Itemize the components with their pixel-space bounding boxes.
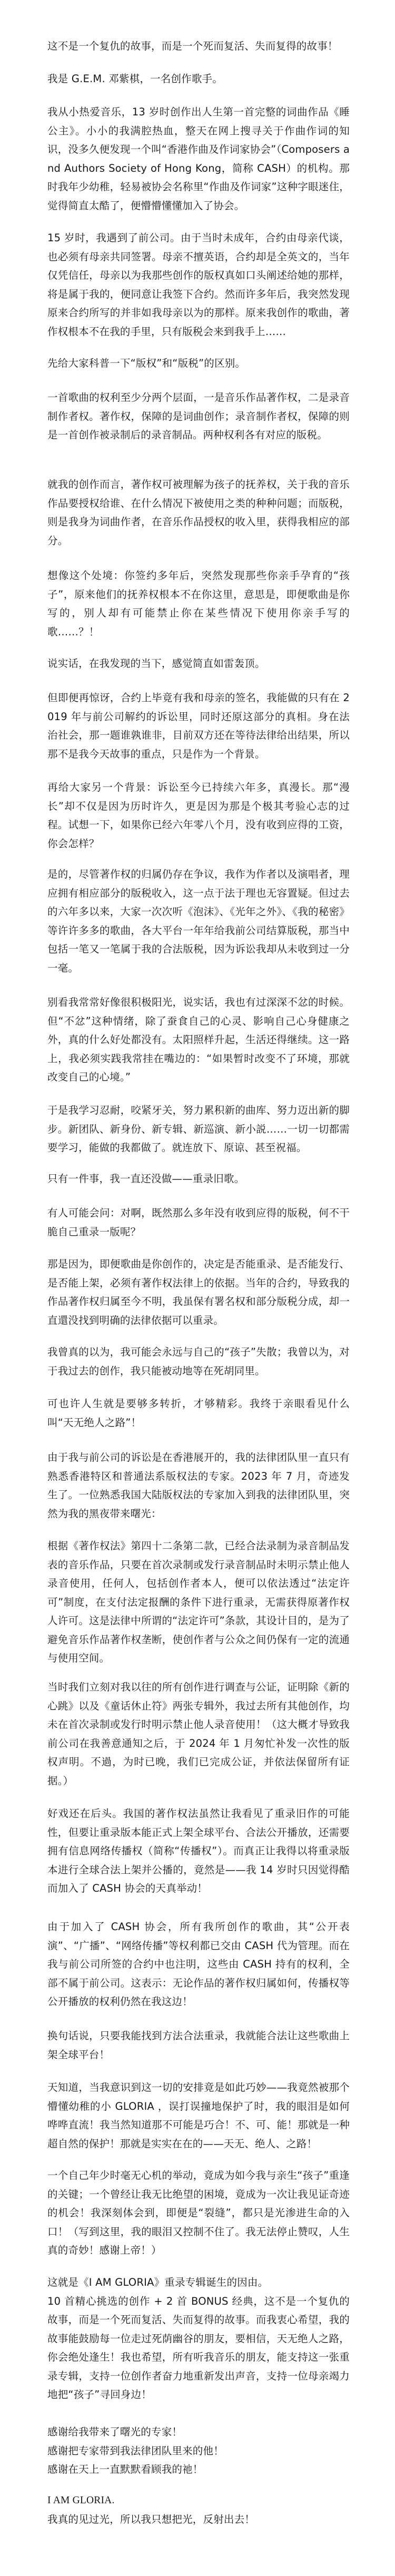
- paragraph-imagine-situation: 想像这个处境：你签约多年后，突然发现那些你亲手孕育的“孩子”，原来他们的抚养权根本不在你这里，意思是，即便歌曲是你写的，别人却有可能禁止你在某些情况下使用你亲手写的歌……？！: [47, 569, 350, 638]
- paragraph-why-not-rerecord: 有人可能会问：对啊，既然那么多年没有收到应得的版税，何不干脆自己重录一版呢？: [47, 1207, 350, 1238]
- paragraph-unpaid-royalties: 是的，尽管著作权的归属仍存在争议，我作为作者以及演唱者，理应拥有相应部分的版税收入，这一点于法于理也无容置疑。但过去的六年多以来，大家一次次听《泡沫》、《光年之外》、《我的秘密》等许许多多的歌曲，各大平台一年年给我前公司结算版税，那当中包括一笔又一笔属于我的合法版税，因为诉讼我却从未收到过一分一毫。: [47, 868, 350, 974]
- thanks-god: 感谢在天上一直默默看顾我的祂！: [47, 2463, 203, 2475]
- paragraph-signature: [47, 2491, 350, 2529]
- signature-reflect-light: 我真的见过光，所以我只想把光，反射出去！: [47, 2513, 255, 2525]
- thanks-him: 感谢把专家带到我法律团队里来的他！: [47, 2444, 224, 2457]
- paragraph-legal-basis: 那是因为，即便歌曲是你创作的，决定是否能重录、是否能发行、是否能上架，必须有著作权法律上的依据。当年的合约，导致我的作品著作权归属至今不明，我虽保有署名权和部分版税分成，却一直還没找到明确的法律依据可以重录。: [47, 1258, 350, 1326]
- paragraph-statutory-license: 根据《著作权法》第四十二条第二款，已经合法录制为录音制品发表的音乐作品，只要在首次录制或发行录音制品时未明示禁止他人录音使用，任何人，包括创作者本人，便可以依法透过“法定许可”制度，在支付法定报酬的条件下进行重录，无需获得原著作权人许可。这是法律中所谓的“法定许可”条款，其设计目的，是为了避免音乐作品著作权垄断，使创作者与公众之间仍保有一定的流通与使用空间。: [47, 1540, 350, 1664]
- paragraph-global-platforms: 换句话说，只要我能找到方法合法重录，我就能合法让这些歌曲上架全球平台！: [47, 2030, 350, 2061]
- paragraph-litigation-2019: 但即便再惊讶，合约上毕竟有我和母亲的签名，我能做的只有在 2019 年与前公司解约的诉讼里，同时还原这部分的真相。身在法治社会，那一题谁孰谁非，目前双方还在等待法律给出结果，所以那不是我今天故事的重点，只是作为一个背景。: [47, 692, 350, 760]
- paragraph-resentment: 别看我常常好像很积极阳光，说实话，我也有过深深不忿的时候。但“不忿”这种情绪，除了蚕食自己的心灵、影响自己心身健康之外，真的什么好处都没有。太阳照样升起，生活还得继续。这一路上，我必须实践我常挂在嘴边的：“如果暂时改变不了环境，那就改变自己的心境。”: [47, 996, 350, 1083]
- paragraph-reunion-key: 一个自己年少时毫无心机的举动，竟成为如今我与亲生“孩子”重逢的关键；一个曾经让我无比绝望的困境，竟成为一次让我见证奇迹的机会！我深刻体会到，即便是“裂缝”，都只是光渗进生命的入口！（写到这里，我的眼泪又控制不住了。我无法停止赞叹，人生真的奇妙！感谢上帝！）: [47, 2169, 350, 2256]
- paragraph-custody-analogy: 就我的创作而言，著作权可被理解为孩子的抚养权，关于我的音乐作品要授权给谁、在什么情况下被使用之类的种种问题；而版税，则是我身为词曲作者，在音乐作品授权的收入里，获得我相应的部分。: [47, 478, 350, 547]
- paragraph-miracle-2023: 由于我与前公司的诉讼是在香港展开的，我的法律团队里一直只有熟悉香港特区和普通法系版权法的专家。2023 年 7 月，奇迹发生了。一位熟悉我国大陆版权法的专家加入到我的法律团队里，突然为我的黑夜带来曙光：: [47, 1451, 350, 1520]
- paragraph-endurance: 于是我学习忍耐，咬紧牙关，努力累积新的曲库、努力迈出新的脚步。新团队、新身份、新专辑、新巡演、新小説……一切一切都需要学习，能做的我都做了。就连放下、原谅、甚至祝福。: [47, 1104, 350, 1154]
- paragraph-thunderstruck: 说实话，在我发现的当下，感觉简直如雷轰顶。: [47, 657, 265, 670]
- album-origin-title: 这就是《I AM GLORIA》重录专辑诞生的因由。: [47, 2276, 269, 2288]
- paragraph-thanks: [47, 2423, 350, 2479]
- signature-i-am-gloria: I AM GLORIA.: [47, 2495, 115, 2506]
- paragraph-rerecord-old-songs: 只有一件事，我一直还没做——重录旧歌。: [47, 1173, 245, 1185]
- paragraph-turning-point: 可也许人生就是要够多转折，才够精彩。我终于亲眼看见什么叫“天无绝人之路”！: [47, 1398, 350, 1429]
- paragraph-self-introduction: 我是 G.E.M. 邓紫棋，一名创作歌手。: [47, 73, 223, 85]
- paragraph-intro: 这不是一个复仇的故事，而是一个死而复活、失而复得的故事！: [47, 40, 338, 52]
- paragraph-investigation-notarization: 当时我们立刻对我以往的所有创作进行调查与公证，证明除《新的心跳》以及《童话休止符》两张专辑外，我过去所有其他创作，均未在首次录制或发行时明示禁止他人录音使用！（这大概才导致我前公司在我善意通知之后，于 2024 年 1 月匆忙补发一次性的版权声明。不過，为时已晚，我们已完成公证，并依法保留所有证据。）: [47, 1681, 350, 1787]
- paragraph-childhood-cash: 我从小热爱音乐，13 岁时创作出人生第一首完整的词曲作品《睡公主》。小小的我满腔热血，整天在网上搜寻关于作曲作词的知识，没多久便发现一个叫“香港作曲及作词家协会”（Composers and Authors Society of Hong Kong，简称 CASH）的机构。那时我年少幼稚，轻易被协会名称里“作曲及作词家”这种字眼迷住，觉得简直太酷了，便懵懵懂懂加入了协会。: [47, 106, 350, 212]
- paragraph-dead-end: 我曾真的以为，我可能会永远与自己的“孩子”失散；我曾以为，对于我过去的创作，我只能被动地等在死胡同里。: [47, 1346, 350, 1377]
- paragraph-album-origin: [47, 2273, 350, 2404]
- paragraph-cash-membership: 由于加入了 CASH 协会，所有我所创作的歌曲，其“公开表演”、“广播”、“网络传播”等权利都已交由 CASH 代为管理。而在我与前公司所签的合约中也注明，这些由 CASH 持有的权利，全部不属于前公司。这表示：无论作品的著作权归属如何，传播权等公开播放的权利仍然在我这边！: [47, 1921, 350, 2008]
- paragraph-six-years: 再给大家另一个背景：诉讼至今已持续六年多，真漫长。那“漫长”却不仅是因为历时许久，更是因为那是个极其考验心志的过程。试想一下，如果你已经六年零八个月，没有收到应得的工资，你会怎样？: [47, 781, 350, 850]
- paragraph-supernatural-protection: 天知道，当我意识到这一切的安排竟是如此巧妙——我竟然被那个懵懂幼稚的小 GLORIA ，误打误撞地保护了时，我的眼泪是如何哗哗直流！我当然知道那不可能是巧合！不、可、能！那就是一种超自然的保护！那就是实实在在的——天无、绝人、之路！: [47, 2081, 350, 2150]
- paragraph-former-company-contract: 15 岁时，我遇到了前公司。由于当时未成年，合约由母亲代谈，也必须有母亲共同签署。母亲不擅英语，合约却是全英文的，当年仅凭信任，母亲以为我那些创作的版权真如口头阐述给她的那样，将是属于我的，便同意让我签下合约。然而许多年后，我突然发现原来合约所写的并非如我母亲以为的那样。原来我创作的歌曲，著作权根本不在我的手里，只有版税会来到我手上……: [47, 232, 350, 338]
- paragraph-communication-right: 好戏还在后头。我国的著作权法虽然让我看见了重录旧作的可能性，但要让重录版本能正式上架全球平台、合法公开播放，还需要拥有信息网络传播权（简称“传播权”）。而真正让我得以将重录版本进行全球合法上架并公播的，竟然是——我 14 岁时只因觉得酷而加入了 CASH 协会的天真举动！: [47, 1807, 350, 1894]
- album-origin-body: 10 首精心挑选的创作 + 2 首 BONUS 经典，这不是一个复仇的故事，而是一个死而复活、失而复得的故事。而我衷心希望，我的故事能鼓励每一位走过死荫幽谷的朋友，要相信，天无绝人之路，你会绝处逢生！我也希望，所有听我音乐的朋友，能支持这一张重录专辑，支持一位创作者奋力地重新发出声音，支持一位母亲竭力地把“孩子”寻回身边！: [47, 2295, 350, 2401]
- paragraph-copyright-vs-royalty: 先给大家科普一下“版权”和“版税”的区别。: [47, 357, 246, 369]
- paragraph-two-rights: 一首歌曲的权利至少分两个层面，一是音乐作品著作权，二是录音制作者权。著作权，保障的是词曲创作；录音制作者权，保障的则是一首创作被录制后的录音制品。两种权利各有对应的版税。: [47, 391, 350, 441]
- thanks-expert: 感谢给我带来了曙光的专家！: [47, 2426, 183, 2438]
